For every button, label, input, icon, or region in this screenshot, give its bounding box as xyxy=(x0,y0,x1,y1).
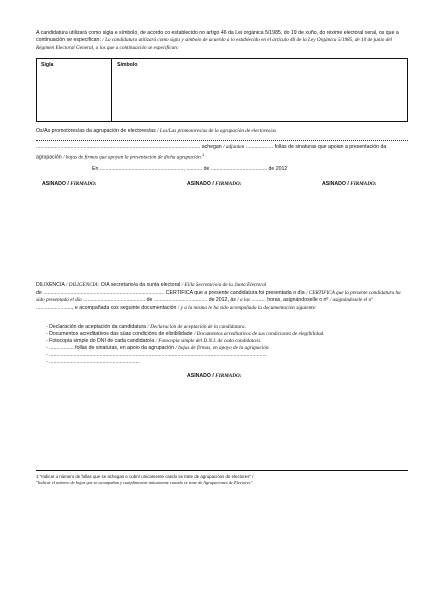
year-spanish: / a las xyxy=(237,297,250,304)
attach-spanish: / adjuntan xyxy=(223,144,245,150)
intro-paragraph xyxy=(36,30,406,52)
de-label: de xyxy=(36,290,42,296)
year-label: de 2012 xyxy=(268,166,288,172)
certifies-galician: CERTIFICA que a presente candidatura foi presentada o día xyxy=(165,290,305,296)
leader-dots: ........................................... xyxy=(83,297,146,304)
leader-dots: .................................................................................... xyxy=(43,290,165,296)
diligence-body-galician: O/A secretario/a da xunta electoral xyxy=(100,282,181,288)
leader-dots: - ................. xyxy=(46,345,74,351)
certifies-spanish: / CERTIFICA que la presente candidatura ha sido presentada el día xyxy=(36,290,401,304)
leader-dots: ........... xyxy=(186,166,203,172)
doc-item-5[interactable] xyxy=(46,352,406,359)
signed-label-2: ASINADO / FIRMADO: xyxy=(187,181,242,187)
promoters-line1 xyxy=(36,128,406,135)
doc-item-2-galician: - Documentos acreditativos das súas condicións de elixibilidade xyxy=(46,331,193,337)
doc-item-4-galician: follas de sinaturas, en apoio da agrupación xyxy=(75,345,175,351)
signed-galician: ASINADO xyxy=(187,373,211,379)
diligence-line1 xyxy=(36,282,406,289)
footnote-spanish: "Indicar el número de hojas que se acompañan y cumplimentar únicamente cuando se trate de Agrupaciones de Electores" xyxy=(36,480,253,485)
comma: , xyxy=(183,166,185,172)
signed-galician: ASINADO xyxy=(42,181,66,187)
leader-dots: - ............................................................... xyxy=(46,359,140,365)
leader-dots: .......................................................... xyxy=(99,166,184,172)
place-date-line[interactable] xyxy=(92,166,392,173)
signed-label-1: ASINADO / FIRMADO: xyxy=(42,181,97,187)
doc-item-2 xyxy=(46,331,406,338)
en-label: En xyxy=(92,166,99,172)
leader-dots: ......................... xyxy=(36,304,73,311)
footnote-ref: 1 xyxy=(201,152,205,158)
diligence-title-galician: DILIXENCIA xyxy=(36,282,65,288)
leader-dots: ................... xyxy=(245,144,274,150)
leader-dots: ....................................... xyxy=(210,166,268,172)
attached-galician: , e acompañada cos seguinte documentación xyxy=(72,304,177,311)
doc-item-1-spanish: / Declaración de aceptación de la candidatura. xyxy=(147,324,246,330)
signed-spanish: FIRMADO: xyxy=(215,181,242,187)
intro-spanish: / La candidatura utilizará como sigla y símbolo de acuerdo a lo establecido en el artículo 46 de la Ley Orgánica 5/1985, de 10 de junio del Régimen Electoral General, a los que a continuación se especifican: xyxy=(36,37,392,51)
de-label: de xyxy=(203,166,210,172)
doc-item-1 xyxy=(46,324,406,331)
signed-galician: ASINADO xyxy=(322,181,346,187)
simbolo-label: Símbolo xyxy=(117,62,138,68)
diligence-line2 xyxy=(36,290,406,312)
signed-label-diligence: ASINADO / FIRMADO: xyxy=(187,373,242,379)
year-galician: de 2012, ás xyxy=(208,297,236,304)
hours-spanish: / asignándosele el nº xyxy=(329,297,373,304)
doc-item-6[interactable] xyxy=(46,359,406,366)
attach-tail-spanish: / hojas de firmas que apoyan la presentación de dicha agrupación. xyxy=(63,155,202,162)
promoters-spanish: / Los/Las promotores/as de la agrupación de electores/as xyxy=(157,128,277,134)
promoters-galician: Os/As promotores/as da agrupación de electores/as xyxy=(36,128,156,134)
promoters-dotted-line[interactable] xyxy=(36,140,408,141)
de-label-2: de xyxy=(146,297,153,304)
signed-spanish: FIRMADO: xyxy=(215,373,242,379)
sigla-simbolo-box[interactable] xyxy=(36,58,408,122)
signed-label-3: ASINADO / FIRMADO: xyxy=(322,181,377,187)
attach-galician: achegan xyxy=(201,144,222,150)
signed-spanish: FIRMADO: xyxy=(350,181,377,187)
attach-tail-galician: follas de sinaturas que apoian a presentación da agrupación xyxy=(36,144,387,162)
doc-item-2-spanish: / Documentos acreditativos de sus condiciones de elegibilidad. xyxy=(193,331,325,337)
signed-spanish: FIRMADO: xyxy=(70,181,97,187)
doc-item-4 xyxy=(46,345,406,352)
doc-item-3-galician: - Fotocopia simple do DNI de cada candidato/a xyxy=(46,338,155,344)
signed-galician: ASINADO xyxy=(187,181,211,187)
leader-dots: ..................................... xyxy=(153,297,208,304)
doc-item-3 xyxy=(46,338,406,345)
leader-dots: .......... xyxy=(251,297,266,304)
attached-spanish: / y a la misma le ha sido acompañada la documentación siguiente: xyxy=(177,304,317,311)
leader-dots: .................................................................................................................. xyxy=(36,144,201,150)
box-divider xyxy=(111,59,112,121)
footnote-galician: 1 "Indicar o número de follas que se achegan e cubrir unicamente cando se trate de agrupacións de electores" xyxy=(36,474,251,479)
promoters-line2 xyxy=(36,144,406,163)
leader-dots: - ....................................................................................................................................................... xyxy=(46,352,267,358)
footnote-rule xyxy=(36,470,408,471)
footnote: 1 "Indicar o número de follas que se achegan e cubrir unicamente cando se trate de agrupacións de electores" / "Indicar el número de hojas que se acompañan y cumplimentar únicamente cuando se trate de Agrupaciones de Electores" xyxy=(36,474,254,485)
sigla-label: Sigla xyxy=(41,62,54,68)
doc-item-4-spanish: / hojas de firmas, en apoyo de la agrupación. xyxy=(175,345,270,351)
hours-galician: horas, asignándoselle o nº xyxy=(267,297,329,304)
diligence-body-spanish: / El/la Secretario/a de la Junta Electoral xyxy=(181,282,267,288)
doc-item-3-spanish: / Fotocopia simple del D.N.I. de cada candidato/a. xyxy=(155,338,262,344)
diligence-title-spanish: / DILIGENCIA: xyxy=(66,282,100,288)
doc-item-1-galician: - Declaración de aceptación da candidatura xyxy=(46,324,147,330)
intro-galician: A candidatura utilizará como sigla e símbolo, de acordo co establecido no artigo 46 da Lei orgánica 5/1985, do 19 de xuño, do réxime electoral xeral, os que a continuación se especifican: xyxy=(36,30,399,44)
